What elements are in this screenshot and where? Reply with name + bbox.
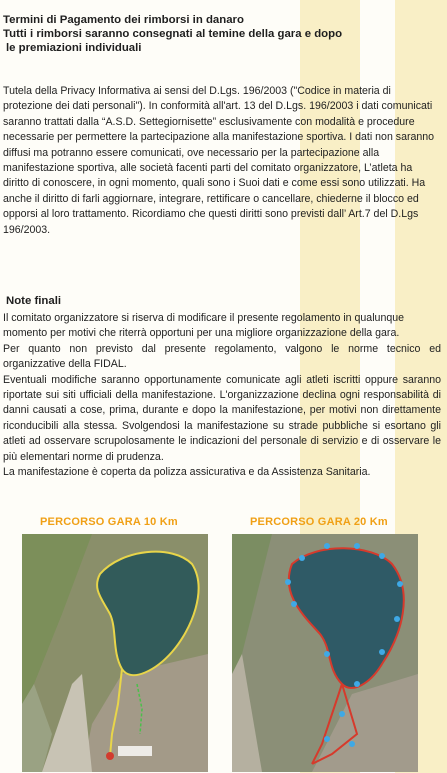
heading-line-2: Tutti i rimborsi saranno consegnati al temine della gara e dopo — [3, 28, 343, 40]
heading-line-1: Termini di Pagamento dei rimborsi in danaro — [3, 14, 244, 26]
notes-paragraph-2: Per quanto non previsto dal presente regolamento, valgono le norme tecnico ed organizzative della FIDAL. — [3, 342, 441, 371]
route-map-20km — [232, 534, 418, 772]
route-map-10km — [22, 534, 208, 772]
notes-paragraph-4: La manifestazione è coperta da polizza assicurativa e da Assistenza Sanitaria. — [3, 466, 371, 479]
heading-line-3: le premiazioni individuali — [6, 42, 142, 54]
map-10km-label: PERCORSO GARA 10 Km — [40, 516, 178, 528]
map-20km-label: PERCORSO GARA 20 Km — [250, 516, 388, 528]
privacy-paragraph: Tutela della Privacy Informativa ai sensi del D.Lgs. 196/2003 ("Codice in materia di protezione dei dati personali"). In conformità all'art. 13 del D.Lgs. 196/2003 i dati comunicati saranno trattati dalla “A.S.D. Settegiornisette” esclusivamente con modalità e procedure necessarie per permettere la partecipazione alla manifestazione sportiva. I dati non saranno diffusi ma potranno essere comunicati, ove necessario per la partecipazione alla manifestazione sportiva, alle società facenti parti del comitato organizzatore, L’atleta ha diritto di conoscere, in ogni momento, quali sono i Suoi dati e come essi sono utilizzati. Ha anche il diritto di farli aggiornare, integrare, rettificare o cancellare, chiederne il blocco ed opporsi al loro trattamento. Ricordiamo che questi diritti sono previsti dall’ Art.7 del D.Lgs 196/2003. — [3, 85, 435, 236]
notes-section — [3, 311, 441, 480]
notes-paragraph-3: Eventuali modifiche saranno opportunamente comunicate agli atleti iscritti oppure saranno riportate sui siti ufficiali della manifestazione. L'organizzazione declina ogni responsabilità di danni causati a cose, prima, durante e dopo la manifestazione, per motivi non direttamente riconducibili alla stessa. Svolgendosi la manifestazione su strade pubbliche si esortano gli atleti ad osservare scrupolosamente le indicazioni del personale di servizio e di osservare le più elementari norme di prudenza. — [3, 373, 441, 463]
notes-paragraph-1: Il comitato organizzatore si riserva di modificare il presente regolamento in qualunque momento per motivi che riterrà opportuni per una migliore organizzazione della gara. — [3, 312, 405, 340]
payment-terms-heading — [3, 13, 441, 55]
notes-heading: Note finali — [6, 295, 62, 307]
